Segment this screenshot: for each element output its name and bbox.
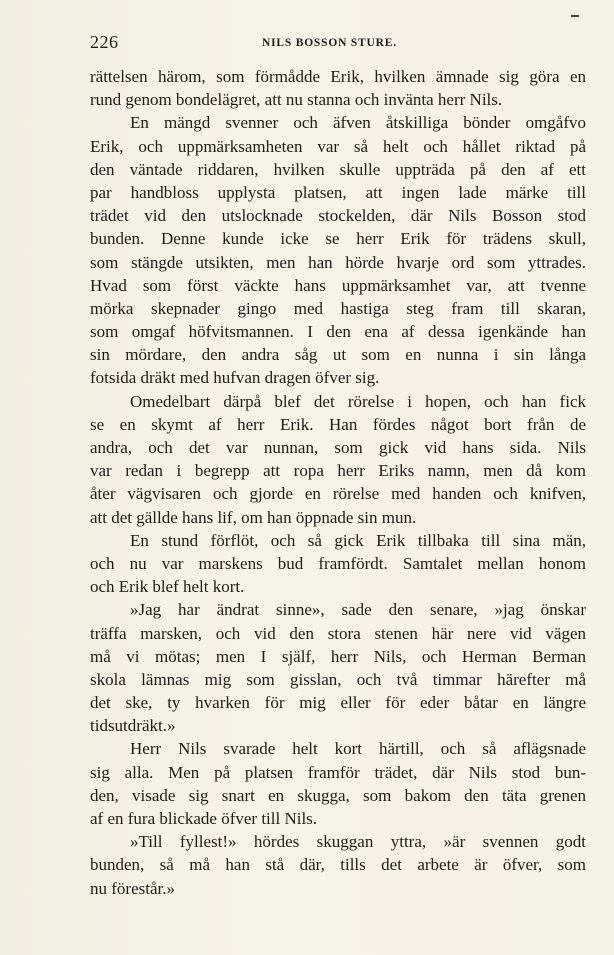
text-line: må vi mötas; men I själf, herr Nils, och Herman Berman	[90, 646, 586, 666]
text-line: Hvad som först väckte hans uppmärksamhet var, att tvenne	[90, 275, 586, 295]
text-line: nu förestår.»	[90, 878, 175, 898]
text-line: »Jag har ändrat sinne», sade den senare, »jag önskar	[130, 600, 586, 620]
text-line: var redan i begrepp att ropa herr Eriks namn, men då kom	[90, 461, 586, 481]
text-line: rättelsen härom, som förmådde Erik, hvilken ämnade sig göra en	[90, 67, 586, 86]
text-line: bunden, så må han stå där, tills det arbete är öfver, som	[90, 855, 586, 875]
text-line: som omgaf höfvitsmannen. I den ena af dessa igenkände han	[90, 322, 586, 342]
text-line: fotsida dräkt med hufvan dragen öfver sig.	[90, 368, 380, 388]
text-line: sin mördare, den andra såg ut som en nunna i sin långa	[90, 345, 586, 365]
body-text	[90, 65, 586, 900]
text-line: par handbloss upplysta platsen, att ingen lade märke till	[90, 182, 586, 202]
text-line: se en skymt af herr Erik. Han fördes något bort från de	[90, 414, 586, 434]
text-line: träffa marsken, och vid den stora stenen här nere vid vägen	[90, 623, 586, 643]
text-line: trädet vid den utslocknade stockelden, där Nils Bosson stod	[90, 206, 586, 226]
paragraph	[90, 529, 586, 599]
paragraph	[90, 737, 586, 830]
text-line: tidsutdräkt.»	[90, 716, 176, 736]
paragraph	[90, 111, 586, 389]
page-number: 226	[90, 32, 119, 52]
text-line: En stund förflöt, och så gick Erik tillbaka till sina män,	[130, 530, 586, 550]
text-line: den väntade riddaren, hvilken skulle uppträda på den af ett	[90, 159, 586, 179]
text-line: åter vägvisaren och gjorde en rörelse med handen och knifven,	[90, 484, 586, 504]
text-line: bunden. Denne kunde icke se herr Erik för trädens skull,	[90, 229, 586, 249]
text-line: Omedelbart därpå blef det rörelse i hopen, och han fick	[130, 391, 586, 411]
running-head: NILS BOSSON STURE.	[262, 37, 397, 49]
text-line: »Till fyllest!» hördes skuggan yttra, »är svennen godt	[130, 832, 586, 852]
text-line: som stängde utsikten, men han hörde hvarje ord som yttrades.	[90, 252, 586, 272]
text-line: Erik, och uppmärksamheten var så helt och hållet riktad på	[90, 136, 586, 156]
text-line: andra, och det var nunnan, som gick vid hans sida. Nils	[90, 438, 586, 457]
text-line: Herr Nils svarade helt kort härtill, och så aflägsnade	[130, 739, 586, 759]
paragraph	[90, 598, 586, 737]
text-line: det ske, ty hvarken för mig eller för eder båtar en längre	[90, 693, 586, 713]
paragraph	[90, 390, 586, 529]
text-line: den, visade sig snart en skugga, som bakom den täta grenen	[90, 785, 586, 805]
text-line: rund genom bondelägret, att nu stanna och invänta herr Nils.	[90, 90, 503, 110]
text-line: skola lämnas mig som gisslan, och två timmar härefter må	[90, 669, 586, 689]
paragraph	[90, 830, 586, 900]
text-line: och Erik blef helt kort.	[90, 577, 245, 597]
print-mark	[571, 15, 579, 17]
text-line: och nu var marskens bud framfördt. Samtalet mellan honom	[90, 553, 586, 573]
paragraph	[90, 65, 586, 111]
text-line: att det gällde hans lif, om han öppnade sin mun.	[90, 507, 417, 527]
text-line: En mängd svenner och äfven åtskilliga bönder omgåfvo	[130, 113, 586, 133]
text-line: af en fura blickade öfver till Nils.	[90, 809, 318, 828]
text-line: mörka skepnader gingo med hastiga steg fram till skaran,	[90, 298, 586, 318]
text-line: sig alla. Men på platsen framför trädet, där Nils stod bun-	[90, 762, 586, 782]
